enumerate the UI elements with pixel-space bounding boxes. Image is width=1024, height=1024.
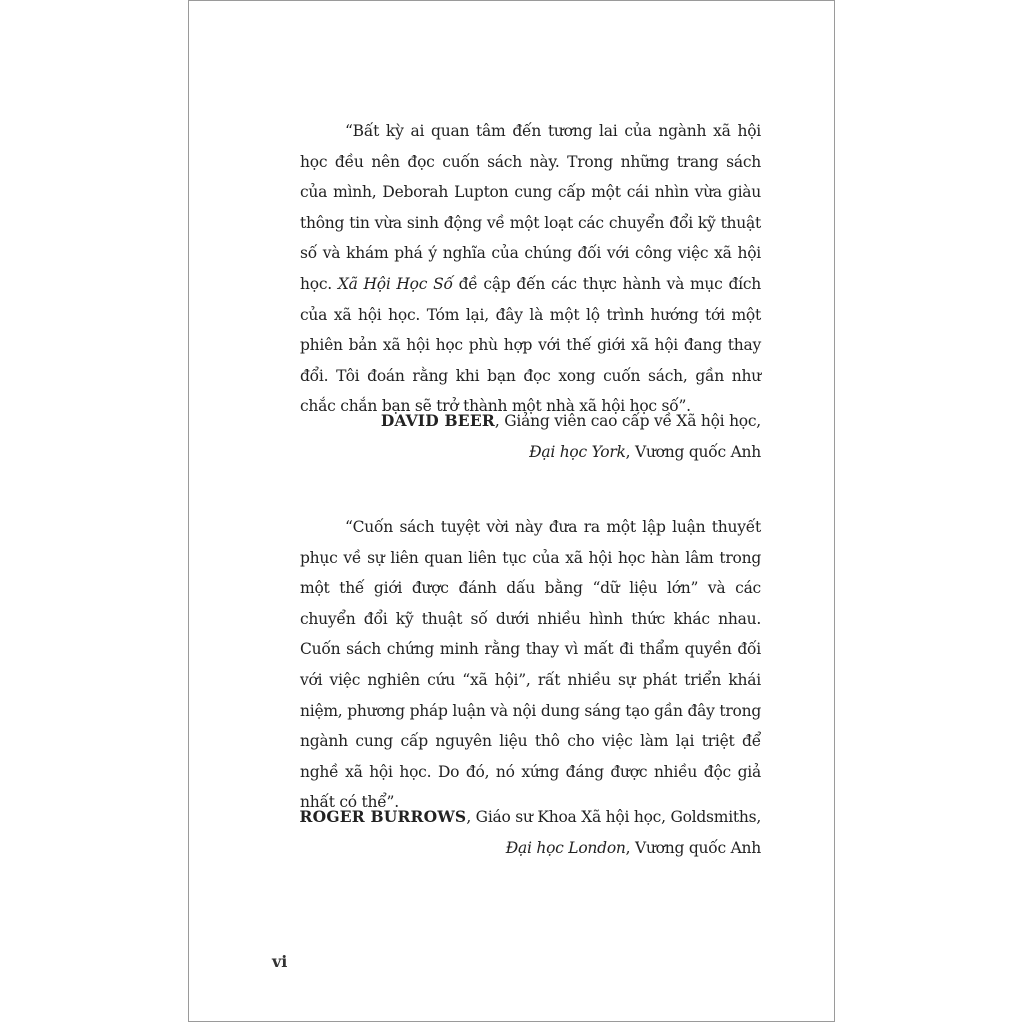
author-institution: Đại học York — [529, 442, 626, 461]
attribution-line-1 — [300, 802, 761, 833]
attribution-roger-burrows — [300, 802, 761, 863]
author-title: , Giáo sư Khoa Xã hội học, Goldsmiths, — [466, 808, 761, 826]
quote-roger-burrows — [300, 512, 761, 818]
attribution-line-1 — [381, 406, 761, 437]
quote-david-beer — [300, 116, 761, 422]
author-institution: Đại học London — [505, 838, 626, 857]
quote-text-end: đề cập đến các thực hành và mục đích của xã hội học. Tóm lại, đây là một lộ trình hướng tới một phiên bản xã hội học phù hợp với thế giới xã hội đang thay đổi. Tôi đoán rằng khi bạn đọc xong cuốn sách, gần như chắc chắn bạn sẽ trở thành một nhà xã hội học số”. — [300, 274, 762, 416]
page-number: vi — [272, 952, 288, 971]
attribution-david-beer — [381, 406, 761, 467]
attribution-line-2 — [381, 437, 761, 468]
quote-text-start: “Bất kỳ ai quan tâm đến tương lai của ngành xã hội học đều nên đọc cuốn sách này. Trong những trang sách của mình, Deborah Lupton cung cấp một cái nhìn vừa giàu thông tin vừa sinh động về một loạt các chuyển đổi kỹ thuật số và khám phá ý nghĩa của chúng đối với công việc xã hội học. — [300, 122, 761, 293]
book-title-italic: Xã Hội Học Số — [337, 274, 453, 293]
author-country: , Vương quốc Anh — [625, 838, 761, 857]
author-title: , Giảng viên cao cấp về Xã hội học, — [494, 412, 761, 430]
quote-paragraph — [300, 116, 761, 422]
author-name: ROGER BURROWS — [299, 807, 467, 826]
author-country: , Vương quốc Anh — [625, 442, 761, 461]
attribution-line-2 — [300, 833, 761, 864]
author-name: DAVID BEER — [380, 411, 495, 430]
quote-paragraph: “Cuốn sách tuyệt vời này đưa ra một lập luận thuyết phục về sự liên quan liên tục của xã hội học hàn lâm trong một thế giới được đánh dấu bằng “dữ liệu lớn” và các chuyển đổi kỹ thuật số dưới nhiều hình thức khác nhau. Cuốn sách chứng minh rằng thay vì mất đi thẩm quyền đối với việc nghiên cứu “xã hội”, rất nhiều sự phát triển khái niệm, phương pháp luận và nội dung sáng tạo gần đây trong ngành cung cấp nguyên liệu thô cho việc làm lại triệt để nghề xã hội học. Do đó, nó xứng đáng được nhiều độc giả nhất có thể”. — [300, 518, 761, 812]
